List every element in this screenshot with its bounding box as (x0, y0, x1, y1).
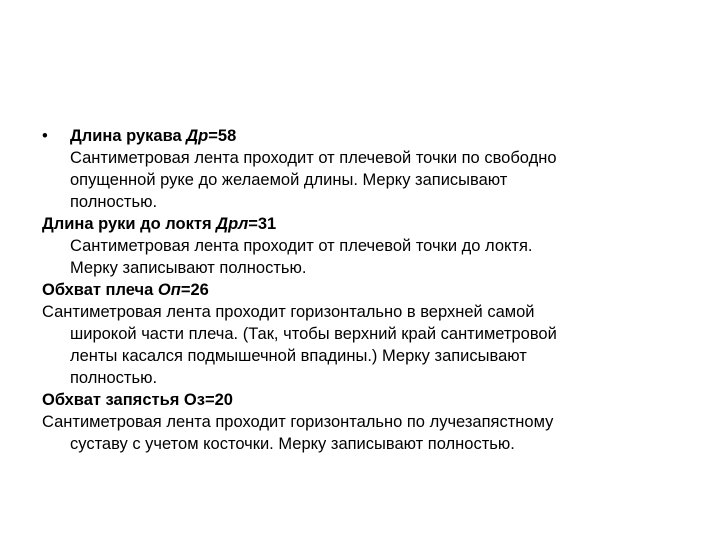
item-description (42, 411, 682, 455)
item-heading (42, 389, 682, 411)
item-title: Обхват запястья Оз (42, 391, 205, 409)
bullet-icon: • (42, 127, 48, 145)
measurement-list (42, 125, 682, 455)
description-line: Сантиметровая лента проходит от плечевой точки до локтя. (70, 237, 533, 255)
item-heading (42, 279, 682, 301)
item-title: Длина руки до локтя (42, 215, 217, 233)
item-title: Длина рукава (70, 127, 187, 145)
list-item-wrist-girth (42, 389, 682, 455)
description-line: Сантиметровая лента проходит горизонтально по лучезапястному (42, 413, 554, 431)
item-value: =58 (208, 127, 237, 145)
description-line: Сантиметровая лента проходит от плечевой точки по свободно (70, 149, 557, 167)
list-item-shoulder-girth (42, 279, 682, 389)
item-description (42, 301, 682, 389)
item-abbreviation: Дрл (216, 215, 249, 233)
item-value: =26 (180, 281, 209, 299)
item-abbreviation: Оп (157, 281, 181, 299)
item-description (42, 235, 682, 279)
item-heading (42, 213, 682, 235)
list-item-arm-to-elbow (42, 213, 682, 279)
description-line: суставу с учетом косточки. Мерку записывают полностью. (70, 435, 515, 453)
item-heading (70, 125, 682, 147)
item-title: Обхват плеча (42, 281, 158, 299)
item-description (70, 147, 682, 213)
description-line: полностью. (70, 193, 158, 211)
item-abbreviation: Др (186, 127, 209, 145)
description-line: опущенной руке до желаемой длины. Мерку записывают (70, 171, 508, 189)
description-line: широкой части плеча. (Так, чтобы верхний край сантиметровой (70, 325, 557, 343)
item-value: =31 (248, 215, 277, 233)
description-line: Сантиметровая лента проходит горизонтально в верхней самой (42, 303, 535, 321)
list-item-sleeve-length (42, 125, 682, 213)
description-line: ленты касался подмышечной впадины.) Мерку записывают (70, 347, 527, 365)
description-line: Мерку записывают полностью. (70, 259, 307, 277)
description-line: полностью. (70, 369, 158, 387)
item-value: =20 (204, 391, 233, 409)
